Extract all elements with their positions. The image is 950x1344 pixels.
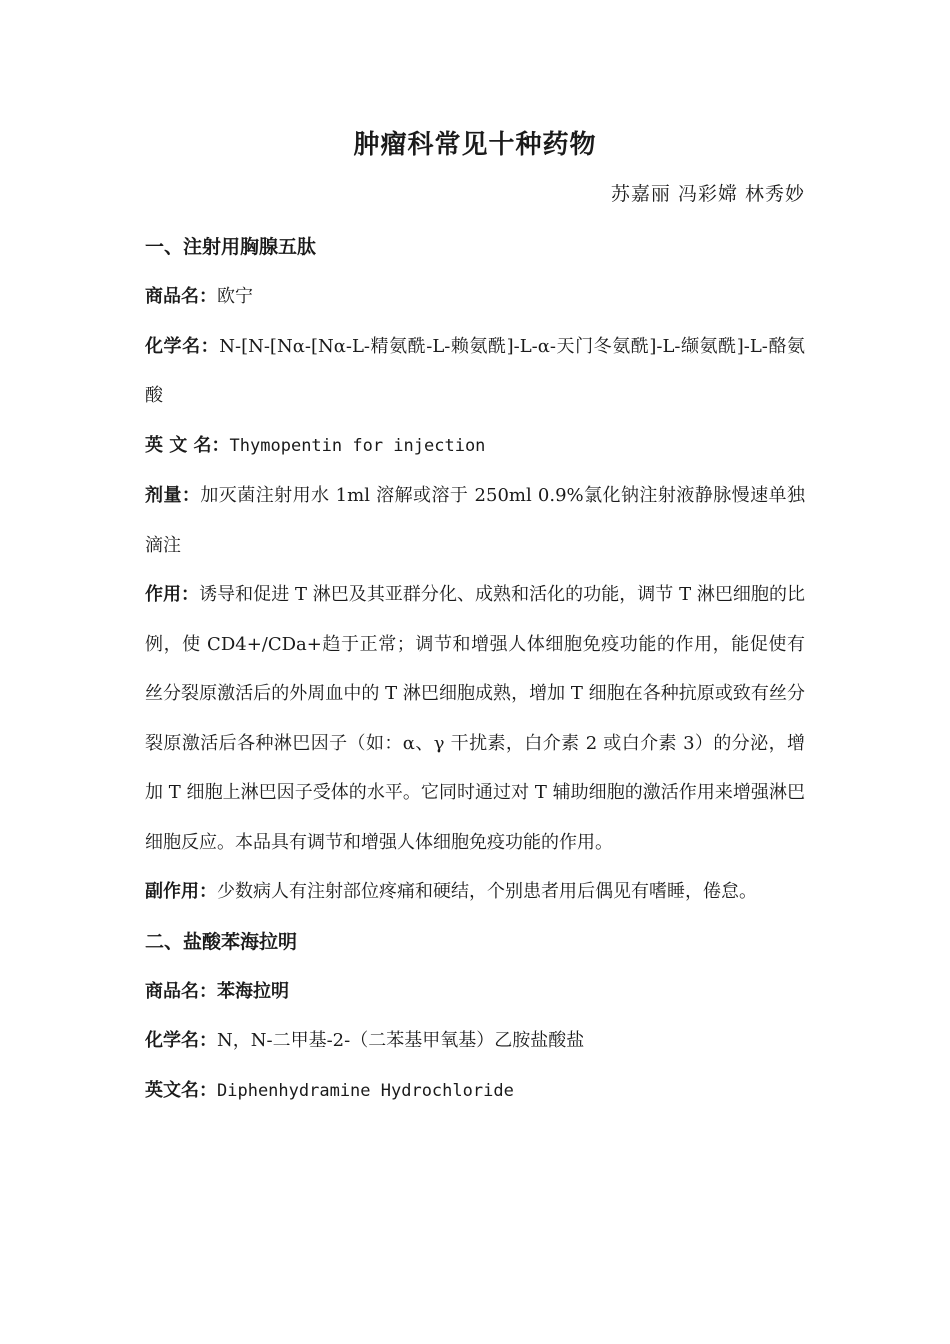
chemical-name-label: 化学名： xyxy=(145,335,220,357)
action-label: 作用： xyxy=(145,584,200,605)
trade-name-value: 苯海拉明 xyxy=(217,980,289,1002)
drug2-heading: 二、盐酸苯海拉明 xyxy=(145,930,298,953)
trade-name-label: 商品名： xyxy=(145,980,217,1002)
chemical-name-value: N-[N-[Nα-[Nα-L-精氨酰-L-赖氨酰]-L-α-天门冬氨酰]-L-缬氨酰]-L-酪氨酸 xyxy=(145,335,805,406)
dosage-label: 剂量： xyxy=(145,485,201,506)
drug1-action xyxy=(145,570,805,867)
english-name-value: Diphenhydramine Hydrochloride xyxy=(217,1080,514,1101)
trade-name-value: 欧宁 xyxy=(217,286,253,307)
english-name-label: 英文名： xyxy=(145,1079,217,1101)
chemical-name-value: N，N-二甲基-2-（二苯基甲氧基）乙胺盐酸盐 xyxy=(217,1030,585,1051)
document-authors: 苏嘉丽 冯彩嫦 林秀妙 xyxy=(610,183,805,205)
chemical-name-label: 化学名： xyxy=(145,1030,217,1051)
drug1-trade-name xyxy=(145,272,805,322)
document-page xyxy=(145,118,805,1116)
drug2-chemical-name xyxy=(145,1016,805,1066)
document-title: 肿瘤科常见十种药物 xyxy=(353,130,597,160)
action-value: 诱导和促进 T 淋巴及其亚群分化、成熟和活化的功能，调节 T 淋巴细胞的比例，使 CD4+/CDa+趋于正常；调节和增强人体细胞免疫功能的作用，能促使有丝分裂原激活后的外周血中的 T 淋巴细胞成熟，增加 T 细胞在各种抗原或致有丝分裂原激活后各种淋巴因子（如：α、γ 干扰素，白介素 2 或白介素 3）的分泌，增加 T 细胞上淋巴因子受体的水平。它同时通过对 T 辅助细胞的激活作用来增强淋巴细胞反应。本品具有调节和增强人体细胞免疫功能的作用。 xyxy=(145,584,805,853)
drug1-side-effect xyxy=(145,867,805,917)
drug1-english-name xyxy=(145,421,805,472)
drug1-chemical-name xyxy=(145,322,805,421)
dosage-value: 加灭菌注射用水 1ml 溶解或溶于 250ml 0.9%氯化钠注射液静脉慢速单独滴注 xyxy=(145,485,806,556)
english-name-value: Thymopentin for injection xyxy=(229,435,486,456)
drug1-dosage xyxy=(145,471,805,570)
side-effect-label: 副作用： xyxy=(145,881,217,902)
side-effect-value: 少数病人有注射部位疼痛和硬结，个别患者用后偶见有嗜睡，倦怠。 xyxy=(217,881,757,902)
drug2-trade-name xyxy=(145,967,805,1017)
trade-name-label: 商品名： xyxy=(145,286,217,307)
drug2-english-name xyxy=(145,1066,805,1117)
drug1-heading: 一、注射用胸腺五肽 xyxy=(145,236,317,258)
english-name-label: 英 文 名： xyxy=(145,434,230,456)
